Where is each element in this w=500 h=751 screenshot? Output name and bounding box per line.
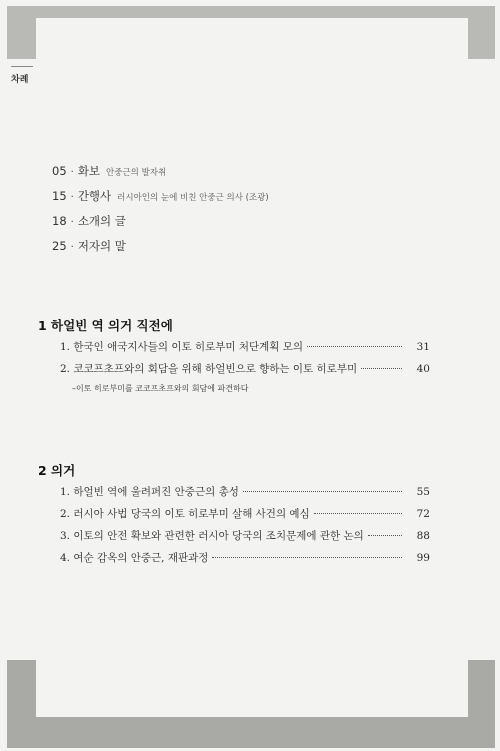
front-item-title: 간행사 xyxy=(77,189,112,203)
entry-title: 2. 러시아 사법 당국의 이토 히로부미 살해 사건의 예심 xyxy=(60,508,310,520)
front-item-page: 15 xyxy=(52,189,67,203)
toc-entry[interactable] xyxy=(60,550,430,572)
entry-page: 88 xyxy=(416,530,430,542)
dot-leader xyxy=(361,368,402,369)
separator-dot: · xyxy=(70,217,74,228)
toc-entry[interactable] xyxy=(60,506,430,528)
toc-entry[interactable] xyxy=(60,528,430,550)
dot-leader xyxy=(243,491,402,492)
front-item[interactable] xyxy=(52,163,269,188)
dot-leader xyxy=(368,535,402,536)
toc-entry[interactable] xyxy=(60,361,430,383)
chapter-title: 2 의거 xyxy=(38,463,76,478)
separator-dot: · xyxy=(70,242,74,253)
toc-entry[interactable] xyxy=(60,484,430,506)
entry-page: 31 xyxy=(416,341,430,353)
front-item-note: 안중근의 발자취 xyxy=(106,168,167,178)
entry-title: 1. 하얼빈 역에 울려퍼진 안중근의 총성 xyxy=(60,486,239,498)
front-item-title: 저자의 말 xyxy=(77,239,126,253)
entry-page: 55 xyxy=(416,486,430,498)
front-item-title: 화보 xyxy=(77,164,101,178)
dot-leader xyxy=(212,557,402,558)
front-item-page: 05 xyxy=(52,164,67,178)
separator-dot: · xyxy=(70,167,74,178)
front-item-page: 18 xyxy=(52,214,67,228)
entry-title: 3. 이토의 안전 확보와 관련한 러시아 당국의 조치문제에 관한 논의 xyxy=(60,530,364,542)
dot-leader xyxy=(307,346,402,347)
entry-page: 40 xyxy=(416,363,430,375)
bottom-frame-inner xyxy=(36,660,468,717)
entry-title: 4. 여순 감옥의 안중근, 재판과정 xyxy=(60,552,209,564)
chapter-entries xyxy=(60,339,430,383)
front-item-title: 소개의 글 xyxy=(77,214,126,228)
entry-page: 72 xyxy=(416,508,430,520)
dot-leader xyxy=(314,513,402,514)
front-item[interactable] xyxy=(52,188,269,213)
front-matter-list xyxy=(52,163,269,263)
chapter-entries xyxy=(60,484,430,572)
toc-heading: 차례 xyxy=(11,75,29,85)
top-frame-inner xyxy=(36,18,468,59)
separator-dot: · xyxy=(70,192,74,203)
entry-page: 99 xyxy=(416,552,430,564)
toc-mark-rule xyxy=(11,66,33,67)
entry-title: 2. 코코프초프와의 회담을 위해 하얼빈으로 향하는 이토 히로부미 xyxy=(60,363,358,375)
front-item-note: 러시아인의 눈에 비친 안중근 의사 (조광) xyxy=(117,193,269,203)
front-item-page: 25 xyxy=(52,239,67,253)
front-item[interactable] xyxy=(52,213,269,238)
front-item[interactable] xyxy=(52,238,269,263)
entry-subtitle: –이토 히로부미를 코코프초프와의 회담에 파견하다 xyxy=(72,384,249,393)
chapter-title: 1 하얼빈 역 의거 직전에 xyxy=(38,318,173,333)
entry-title: 1. 한국인 애국지사들의 이토 히로부미 처단계획 모의 xyxy=(60,341,304,353)
toc-entry[interactable] xyxy=(60,339,430,361)
